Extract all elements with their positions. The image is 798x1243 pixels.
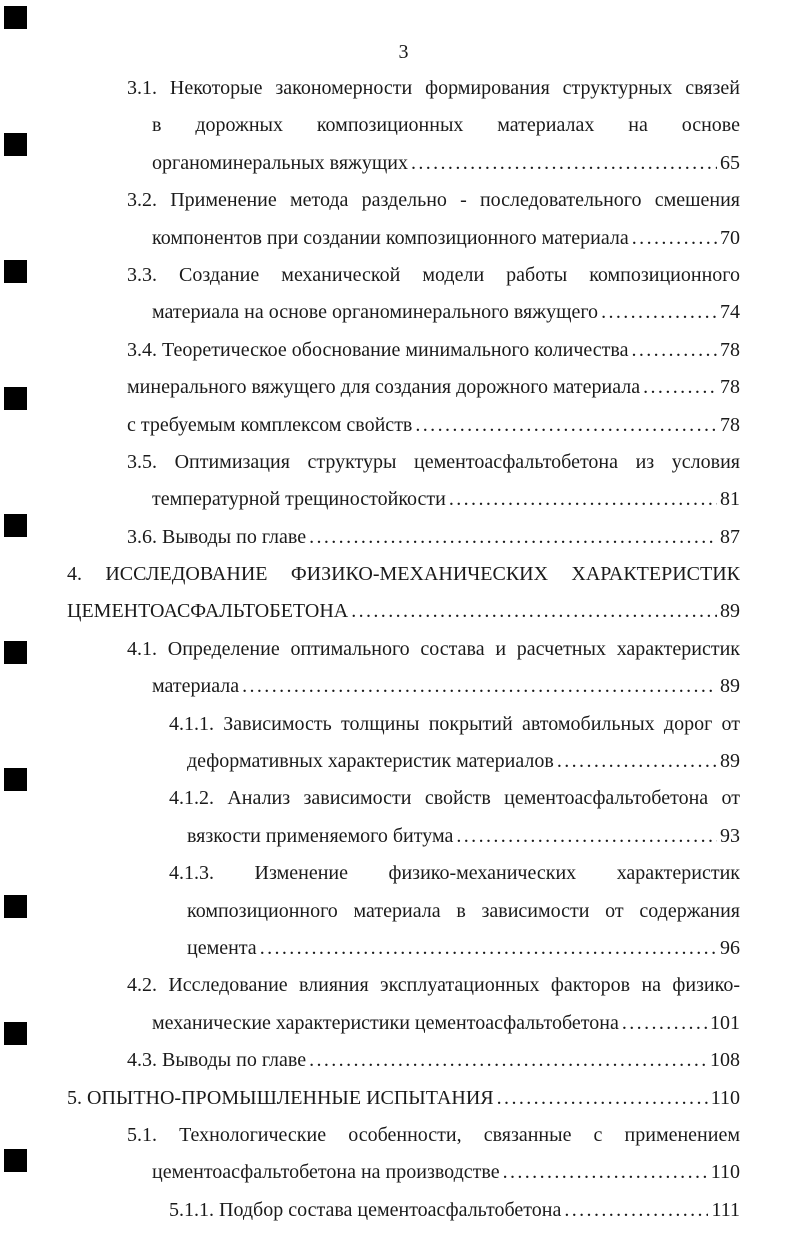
- scan-mark: [4, 641, 27, 664]
- toc-entry-text: цемента: [187, 936, 257, 959]
- toc-entry-page: 101: [710, 1011, 740, 1034]
- toc-entry-page: 111: [711, 1198, 740, 1221]
- toc-entry: [127, 519, 740, 556]
- toc-entry-page: 78: [720, 338, 740, 361]
- toc-entry-page: 89: [720, 600, 740, 623]
- page-number: 3: [398, 41, 409, 63]
- dot-leader: [415, 407, 717, 444]
- toc-entry-text: 4.1. Определение оптимального состава и расчетных характеристик: [127, 637, 740, 660]
- toc-entry: [152, 220, 740, 257]
- toc-entry-text: 5.1.1. Подбор состава цементоасфальтобетона: [169, 1198, 562, 1221]
- toc-entry-text: 5.1. Технологические особенности, связанные с применением: [127, 1123, 740, 1146]
- dot-leader: [309, 519, 717, 556]
- scan-mark: [4, 6, 27, 29]
- toc-entry: [127, 631, 740, 668]
- dot-leader: [631, 332, 717, 369]
- toc-entry-page: 108: [710, 1049, 740, 1072]
- dot-leader: [643, 369, 717, 406]
- toc-entry: [127, 1042, 740, 1079]
- toc-entry-text: композиционного материала в зависимости от содержания: [187, 899, 740, 922]
- dot-leader: [456, 818, 717, 855]
- toc-entry-text: 4.2. Исследование влияния эксплуатационных факторов на физико-: [127, 974, 740, 997]
- toc-entry-text: органоминеральных вяжущих: [152, 151, 408, 174]
- toc-entry: [127, 967, 740, 1004]
- toc-entry-text: 5. ОПЫТНО-ПРОМЫШЛЕННЫЕ ИСПЫТАНИЯ: [67, 1086, 494, 1109]
- toc-entry-page: 74: [720, 301, 740, 324]
- toc-entry-text: механические характеристики цементоасфальтобетона: [152, 1011, 619, 1034]
- toc-entry-page: 89: [720, 675, 740, 698]
- toc-entry: [127, 70, 740, 107]
- scan-mark: [4, 768, 27, 791]
- toc-entry-text: вязкости применяемого битума: [187, 824, 454, 847]
- toc-entry: [152, 481, 740, 518]
- toc-entry-page: 87: [720, 525, 740, 548]
- toc-entry-text: температурной трещиностойкости: [152, 488, 446, 511]
- dot-leader: [601, 294, 717, 331]
- toc-entry: [152, 1154, 740, 1191]
- toc-entry-text: 4. ИССЛЕДОВАНИЕ ФИЗИКО-МЕХАНИЧЕСКИХ ХАРАКТЕРИСТИК: [67, 563, 740, 586]
- toc-entry-page: 65: [720, 151, 740, 174]
- toc-entry-page: 70: [720, 226, 740, 249]
- toc-entry: [127, 444, 740, 481]
- toc-entry-text: компонентов при создании композиционного материала: [152, 226, 629, 249]
- scan-mark: [4, 1022, 27, 1045]
- scan-mark: [4, 1149, 27, 1172]
- toc-entry: [169, 780, 740, 817]
- toc-entry: [127, 332, 740, 369]
- toc-entry: [127, 1117, 740, 1154]
- scan-mark: [4, 260, 27, 283]
- toc-entry-page: 81: [720, 488, 740, 511]
- toc-entry-text: ЦЕМЕНТОАСФАЛЬТОБЕТОНА: [67, 600, 349, 623]
- toc-entry: [169, 706, 740, 743]
- dot-leader: [557, 743, 717, 780]
- scan-mark: [4, 514, 27, 537]
- toc-entry: [152, 1005, 740, 1042]
- toc-entry-text: 3.2. Применение метода раздельно - последовательного смешения: [127, 189, 740, 212]
- toc-entry-text: 3.5. Оптимизация структуры цементоасфальтобетона из условия: [127, 450, 740, 473]
- dot-leader: [449, 481, 717, 518]
- toc-entry-text: 3.4. Теоретическое обоснование минимального количества: [127, 338, 629, 361]
- scan-mark: [4, 133, 27, 156]
- toc-entry: [67, 593, 740, 630]
- toc-entry: [187, 743, 740, 780]
- toc-entry-page: 110: [710, 1086, 740, 1109]
- toc-entry-page: 96: [720, 936, 740, 959]
- scan-mark: [4, 387, 27, 410]
- toc-entry-page: 93: [720, 824, 740, 847]
- dot-leader: [564, 1192, 708, 1229]
- toc-entry: [127, 182, 740, 219]
- toc-entry-page: 89: [720, 750, 740, 773]
- dot-leader: [351, 593, 717, 630]
- table-of-contents: [67, 70, 740, 1229]
- toc-entry-text: 3.6. Выводы по главе: [127, 525, 307, 548]
- toc-entry: [187, 893, 740, 930]
- toc-entry: [67, 1080, 740, 1117]
- toc-entry-page: 110: [710, 1161, 740, 1184]
- toc-entry-text: 4.1.3. Изменение физико-механических характеристик: [169, 862, 740, 885]
- toc-entry-page: 78: [720, 376, 740, 399]
- toc-entry: [152, 107, 740, 144]
- toc-entry-text: 4.1.1. Зависимость толщины покрытий автомобильных дорог от: [169, 712, 740, 735]
- toc-entry-page: 78: [720, 413, 740, 436]
- page-content: [67, 0, 740, 1229]
- dot-leader: [622, 1005, 707, 1042]
- dot-leader: [309, 1042, 707, 1079]
- toc-entry-text: материала: [152, 675, 240, 698]
- toc-entry-text: 3.1. Некоторые закономерности формирования структурных связей: [127, 77, 740, 99]
- toc-entry: [152, 668, 740, 705]
- toc-entry: [169, 1192, 740, 1229]
- toc-entry-text: минерального вяжущего для создания дорожного материала: [127, 376, 641, 399]
- toc-entry: [127, 369, 740, 406]
- toc-entry-text: 4.1.2. Анализ зависимости свойств цементоасфальтобетона от: [169, 787, 740, 810]
- toc-entry: [152, 145, 740, 182]
- toc-entry-text: в дорожных композиционных материалах на основе: [152, 114, 740, 137]
- toc-entry: [127, 407, 740, 444]
- dot-leader: [242, 668, 717, 705]
- toc-entry-text: 4.3. Выводы по главе: [127, 1049, 307, 1072]
- toc-entry-text: материала на основе органоминерального вяжущего: [152, 301, 599, 324]
- scan-mark: [4, 895, 27, 918]
- toc-entry: [152, 294, 740, 331]
- toc-entry-text: деформативных характеристик материалов: [187, 750, 554, 773]
- toc-entry: [187, 930, 740, 967]
- toc-entry-text: цементоасфальтобетона на производстве: [152, 1161, 500, 1184]
- toc-entry: [67, 556, 740, 593]
- dot-leader: [260, 930, 717, 967]
- dot-leader: [411, 145, 717, 182]
- toc-entry-text: с требуемым комплексом свойств: [127, 413, 413, 436]
- dot-leader: [632, 220, 717, 257]
- toc-entry-text: 3.3. Создание механической модели работы композиционного: [127, 263, 740, 286]
- dot-leader: [497, 1080, 708, 1117]
- toc-entry: [127, 257, 740, 294]
- dot-leader: [503, 1154, 708, 1191]
- toc-entry: [169, 855, 740, 892]
- toc-entry: [187, 818, 740, 855]
